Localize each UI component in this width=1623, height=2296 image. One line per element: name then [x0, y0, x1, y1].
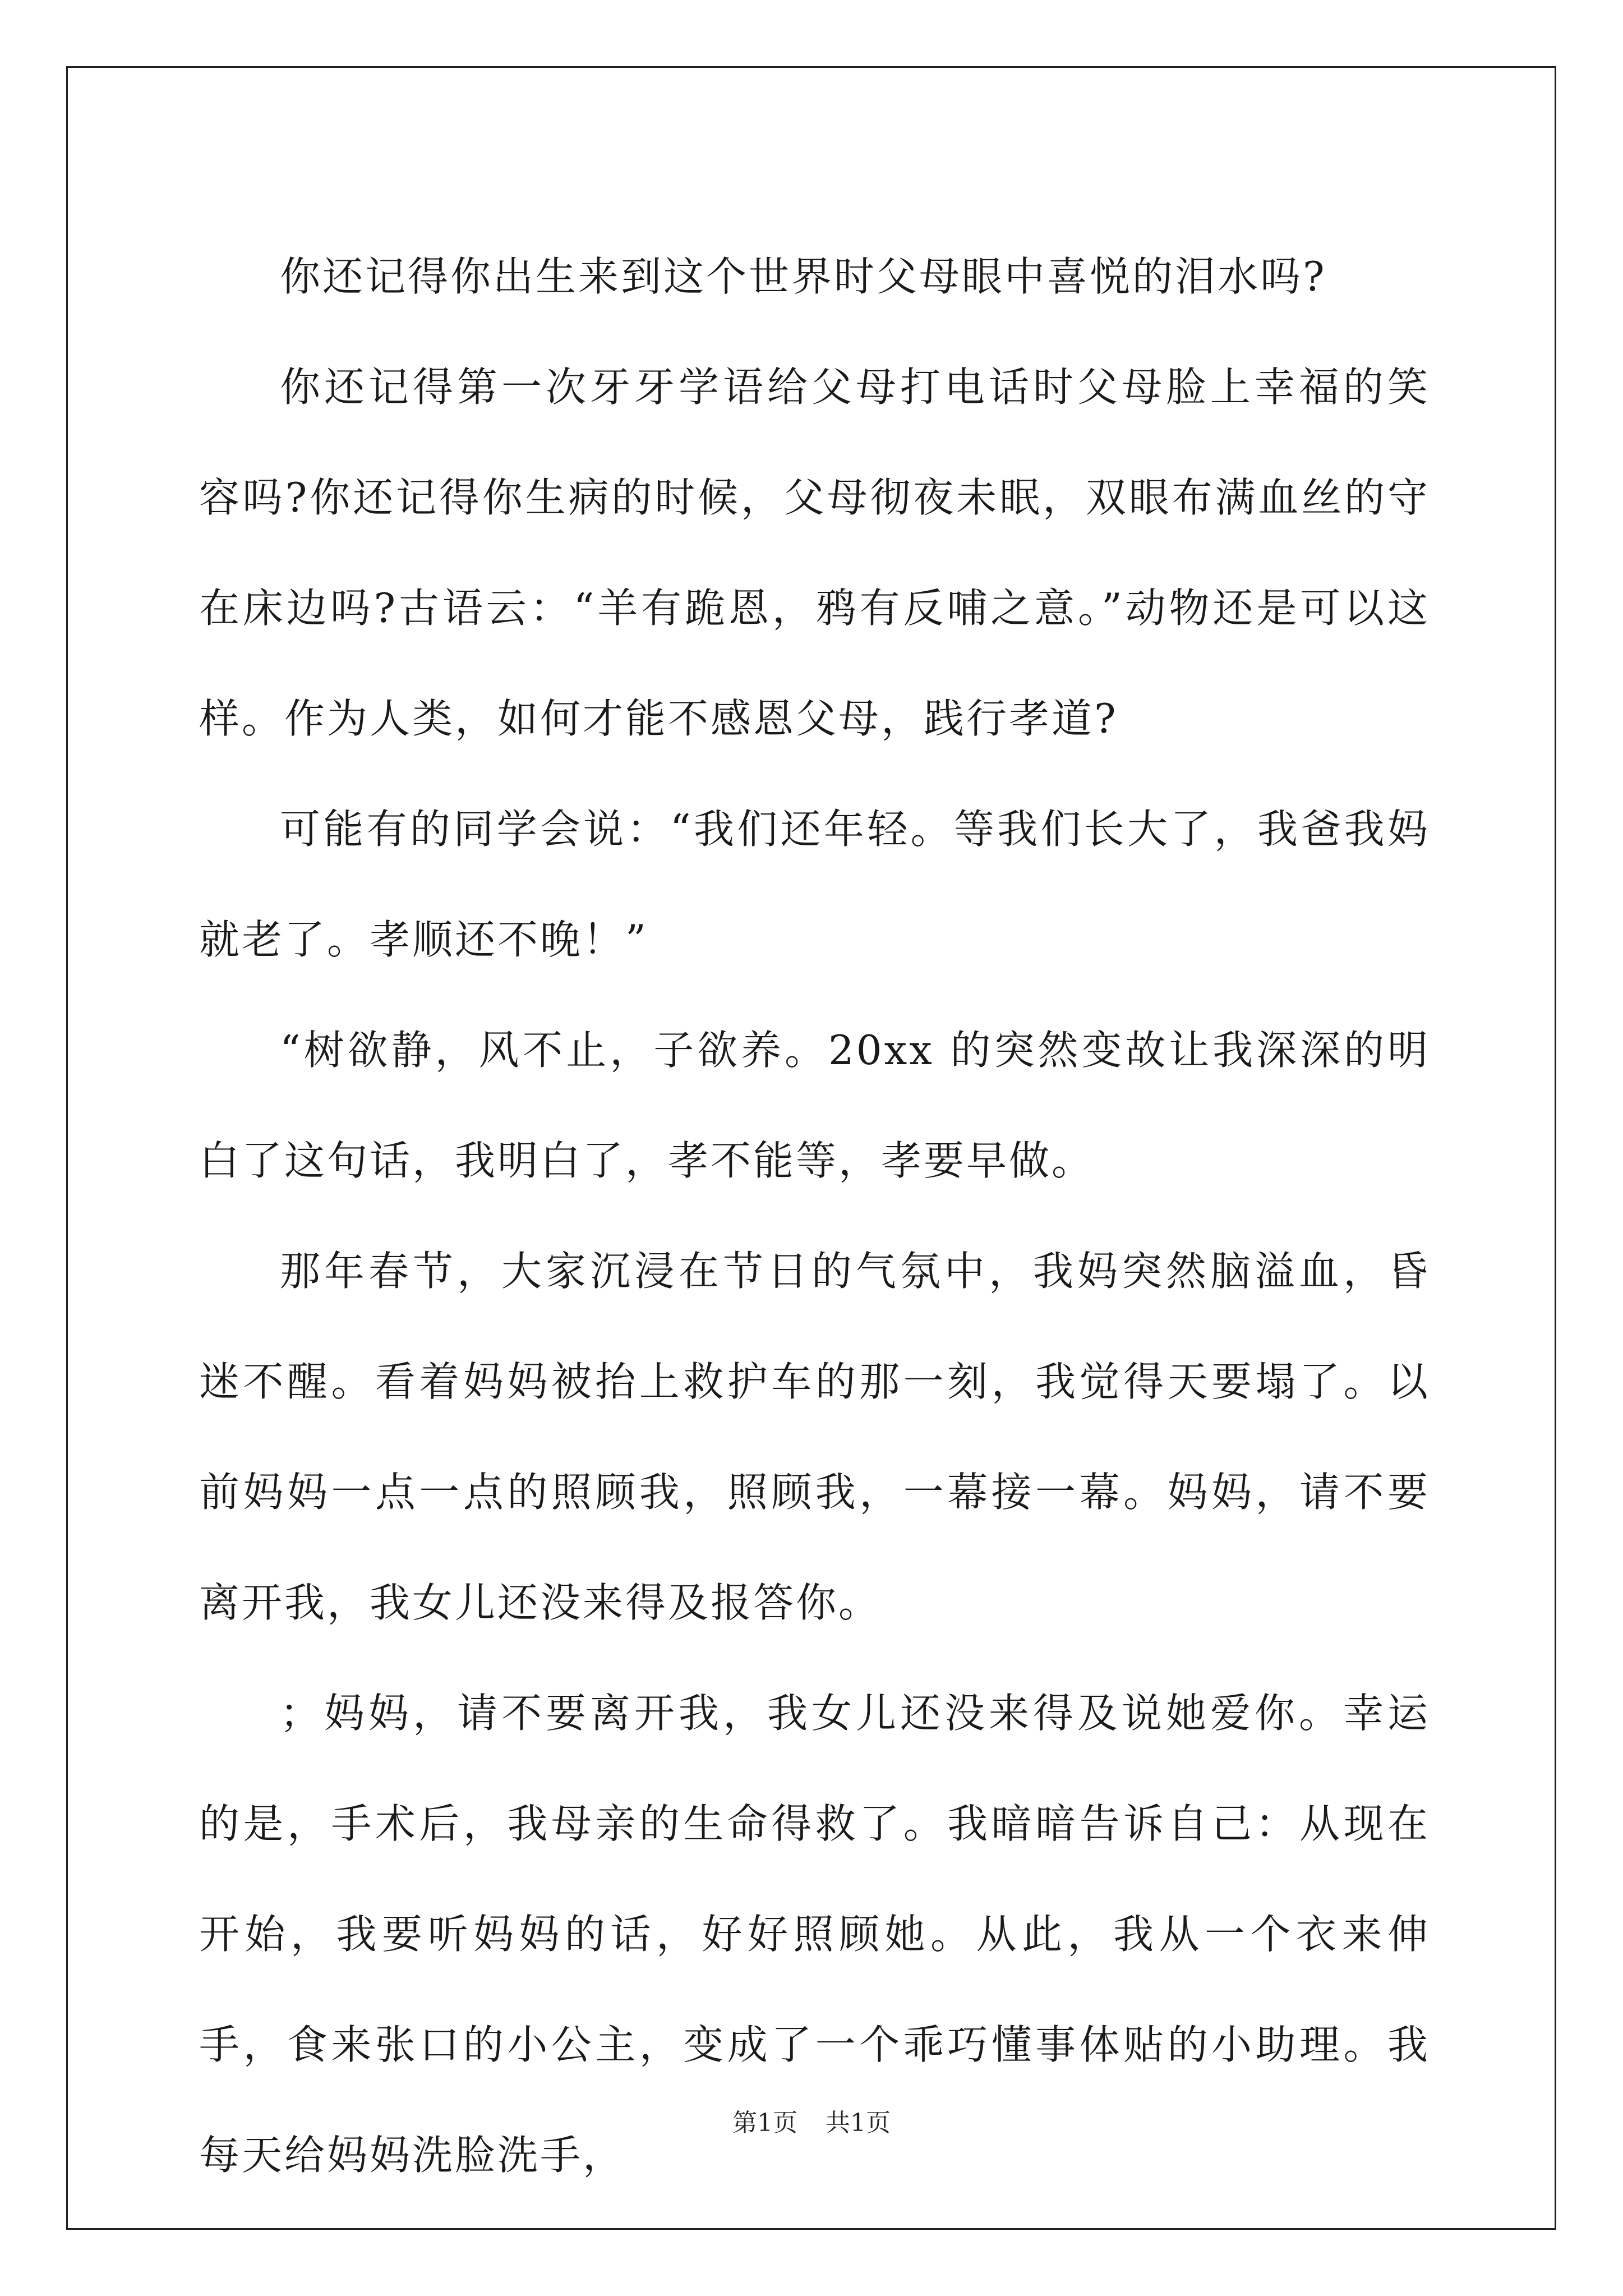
page-total: 共1页	[826, 2109, 891, 2137]
paragraph-6: ；妈妈，请不要离开我，我女儿还没来得及说她爱你。幸运的是，手术后，我母亲的生命得救了。我暗暗告诉自己：从现在开始，我要听妈妈的话，好好照顾她。从此，我从一个衣来伸手，食来张口的小公主，变成了一个乖巧懂事体贴的小助理。我每天给妈妈洗脸洗手，	[199, 1690, 1430, 2179]
paragraph-3: 可能有的同学会说：“我们还年轻。等我们长大了，我爸我妈就老了。孝顺还不晚！”	[199, 806, 1430, 963]
page-footer	[0, 2106, 1623, 2140]
paragraph-1: 你还记得你出生来到这个世界时父母眼中喜悦的泪水吗?	[280, 253, 1327, 300]
page-number: 第1页	[732, 2109, 797, 2137]
paragraph-5: 那年春节，大家沉浸在节日的气氛中，我妈突然脑溢血，昏迷不醒。看着妈妈被抬上救护车的那一刻，我觉得天要塌了。以前妈妈一点一点的照顾我，照顾我，一幕接一幕。妈妈，请不要离开我，我女儿还没来得及报答你。	[199, 1248, 1430, 1626]
paragraph-2: 你还记得第一次牙牙学语给父母打电话时父母脸上幸福的笑容吗?你还记得你生病的时候，父母彻夜未眠，双眼布满血丝的守在床边吗?古语云：“羊有跪恩，鸦有反哺之意。”动物还是可以这样。作为人类，如何才能不感恩父母，践行孝道?	[199, 364, 1430, 742]
paragraph-4: “树欲静，风不止，子欲养。20xx 的突然变故让我深深的明白了这句话，我明白了，孝不能等，孝要早做。	[199, 1027, 1430, 1184]
document-body	[199, 222, 1430, 2211]
